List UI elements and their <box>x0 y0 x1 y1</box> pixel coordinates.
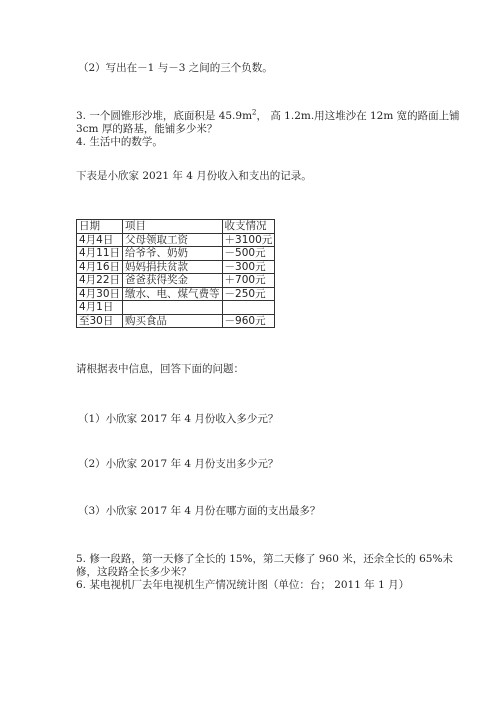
table-row <box>77 247 275 261</box>
superscript-2: 2 <box>252 108 257 117</box>
cell-amount: －300元 <box>222 260 275 274</box>
cell-amount <box>222 301 275 315</box>
question-3-text-a: 3. 一个圆锥形沙堆，底面积是 45.9m <box>76 110 253 122</box>
cell-item: 缴水、电、煤气费等 <box>123 287 223 301</box>
cell-item: 父母领取工资 <box>123 233 223 247</box>
cell-amount: －960元 <box>222 314 275 328</box>
cell-date: 4月4日 <box>77 233 123 247</box>
cell-date: 4月1日 <box>77 301 123 315</box>
table-row <box>77 287 275 301</box>
cell-item: 妈妈捐扶贫款 <box>123 260 223 274</box>
cell-amount: －250元 <box>222 287 275 301</box>
table-row <box>77 314 275 328</box>
cell-amount: ＋3100元 <box>222 233 275 247</box>
sub-question-2: （2）小欣家 2017 年 4 月份支出多少元？ <box>78 458 279 470</box>
table-row <box>77 260 275 274</box>
table-row <box>77 274 275 288</box>
cell-amount: ＋700元 <box>222 274 275 288</box>
cell-item: 购买食品 <box>123 314 223 328</box>
header-amount: 收支情况 <box>222 220 275 234</box>
question-3-text-b: ， 高 1.2m.用这堆沙在 12m 宽的路面上铺 <box>256 110 460 122</box>
cell-item: 爸爸获得奖金 <box>123 274 223 288</box>
header-item: 项目 <box>123 220 223 234</box>
table-row <box>77 233 275 247</box>
income-expense-table <box>76 219 275 328</box>
question-6-title: 6. 某电视机厂去年电视机生产情况统计图（单位：台； 2011 年 1 月） <box>76 579 410 591</box>
cell-date: 4月22日 <box>77 274 123 288</box>
cell-date: 至30日 <box>77 314 123 328</box>
sub-question-3: （3）小欣家 2017 年 4 月份在哪方面的支出最多？ <box>78 505 321 517</box>
table-intro: 下表是小欣家 2021 年 4 月份收入和支出的记录。 <box>76 170 312 182</box>
question-5-line-2: 修，这段路全长多少米？ <box>76 566 192 578</box>
question-5-line-1: 5. 修一段路，第一天修了全长的 15%，第二天修了 960 米，还余全长的 65%未 <box>76 553 453 565</box>
question-2-subpart: （2）写出在－1 与－3 之间的三个负数。 <box>78 62 273 74</box>
table-header-row <box>77 220 275 234</box>
cell-amount: －500元 <box>222 247 275 261</box>
answer-prompt: 请根据表中信息，回答下面的问题： <box>76 363 244 375</box>
cell-item <box>123 301 223 315</box>
cell-date: 4月11日 <box>77 247 123 261</box>
table-row <box>77 301 275 315</box>
cell-date: 4月30日 <box>77 287 123 301</box>
question-4-title: 4. 生活中的数学。 <box>76 136 163 148</box>
sub-question-1: （1）小欣家 2017 年 4 月份收入多少元？ <box>78 413 279 425</box>
cell-date: 4月16日 <box>77 260 123 274</box>
header-date: 日期 <box>77 220 123 234</box>
question-3-line-2: 3cm 厚的路基，能铺多少米？ <box>76 123 218 135</box>
cell-item: 给爷爷、奶奶 <box>123 247 223 261</box>
question-3-line-1 <box>76 110 460 123</box>
